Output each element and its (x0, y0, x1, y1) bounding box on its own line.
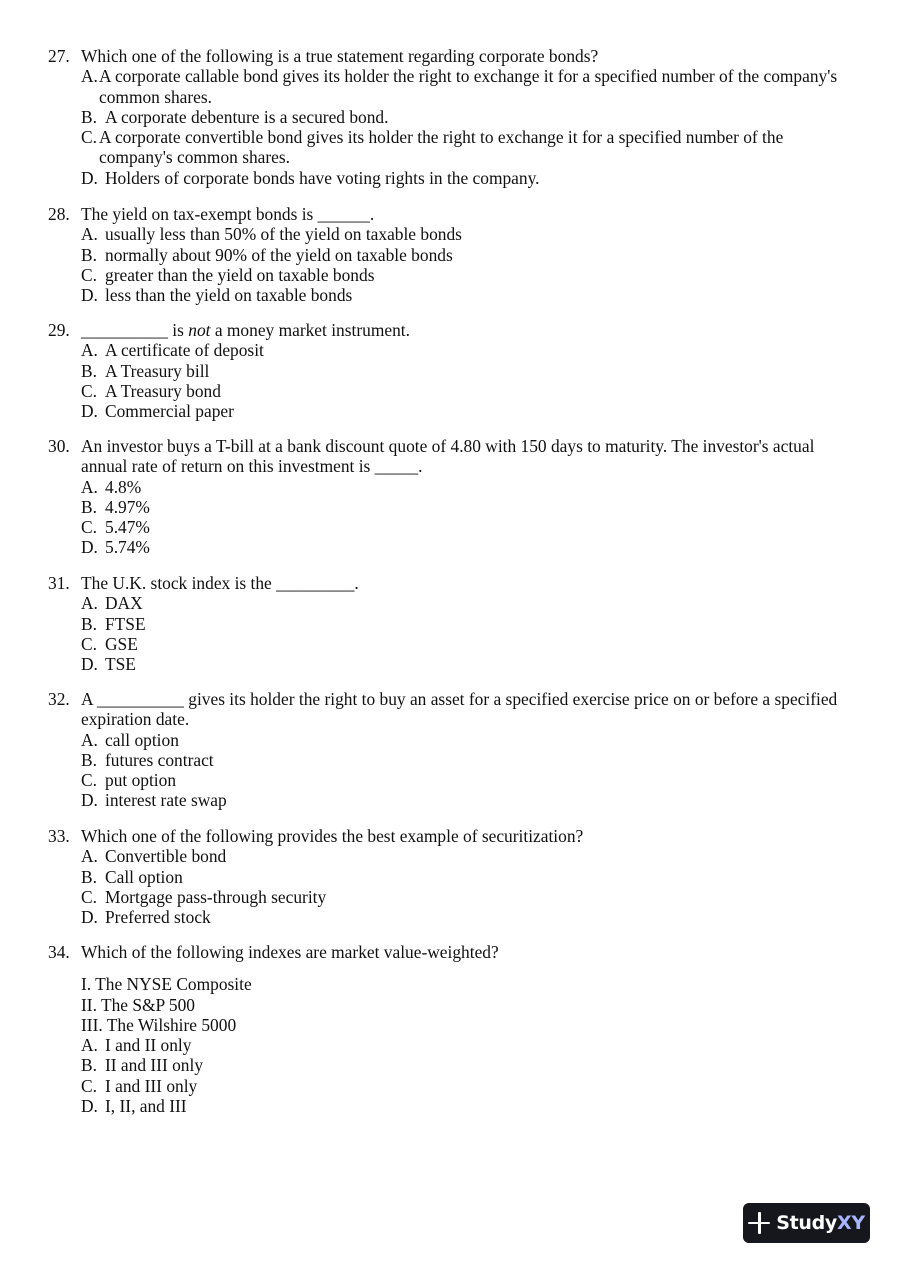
option-text: DAX (105, 593, 143, 614)
statement: I. The NYSE Composite (81, 974, 252, 995)
option-text: futures contract (105, 749, 214, 770)
option-letter: C. (81, 380, 97, 401)
option-text: less than the yield on taxable bonds (105, 285, 353, 306)
option-a (81, 730, 858, 750)
option-text: Preferred stock (105, 907, 211, 928)
question-number: 31. (48, 573, 70, 593)
option-b (81, 107, 858, 127)
option-text: A corporate debenture is a secured bond. (105, 106, 389, 127)
option-a (81, 340, 858, 360)
option-a (81, 66, 858, 107)
question-number: 29. (48, 320, 70, 340)
option-text: I and II only (105, 1035, 192, 1056)
statement-list (81, 974, 858, 1035)
option-letter: B. (81, 360, 97, 381)
question-text-start: __________ is (81, 320, 189, 340)
option-letter: B. (81, 1055, 97, 1076)
option-b (81, 750, 858, 770)
option-d (81, 401, 858, 421)
option-text: TSE (105, 654, 136, 675)
option-b (81, 361, 858, 381)
option-letter: C. (81, 1075, 97, 1096)
option-text: Holders of corporate bonds have voting rights in the company. (105, 167, 540, 188)
option-text: usually less than 50% of the yield on taxable bonds (105, 224, 462, 245)
option-text: FTSE (105, 613, 146, 634)
question-30 (48, 436, 858, 558)
option-letter: B. (81, 749, 97, 770)
option-letter: C. (81, 264, 97, 285)
option-text: normally about 90% of the yield on taxable bonds (105, 244, 453, 265)
option-letter: A. (81, 66, 98, 87)
question-number: 33. (48, 826, 70, 846)
question-33 (48, 826, 858, 927)
option-d (81, 1096, 858, 1116)
option-letter: B. (81, 244, 97, 265)
option-c (81, 265, 858, 285)
studyxy-logo[interactable] (743, 1203, 870, 1243)
statement: III. The Wilshire 5000 (81, 1014, 237, 1035)
question-29 (48, 320, 858, 421)
option-letter: A. (81, 846, 98, 867)
option-c (81, 381, 858, 401)
question-number: 28. (48, 204, 70, 224)
option-text: Convertible bond (105, 846, 227, 867)
option-text: II and III only (105, 1055, 204, 1076)
option-text: A Treasury bill (105, 360, 210, 381)
option-letter: B. (81, 866, 97, 887)
option-text: 5.74% (105, 537, 150, 558)
option-a (81, 477, 858, 497)
option-letter: D. (81, 537, 98, 558)
question-number: 34. (48, 942, 70, 962)
statement: II. The S&P 500 (81, 994, 196, 1015)
option-letter: B. (81, 496, 97, 517)
option-c (81, 634, 858, 654)
question-text: A __________ gives its holder the right to buy an asset for a specified exercise price on or before a specified expiration date. (81, 689, 838, 730)
question-text: Which one of the following provides the best example of securitization? (81, 826, 584, 846)
option-c (81, 517, 858, 537)
option-d (81, 790, 858, 810)
option-text: I and III only (105, 1075, 198, 1096)
option-c (81, 887, 858, 907)
option-letter: A. (81, 593, 98, 614)
option-letter: A. (81, 729, 98, 750)
option-b (81, 867, 858, 887)
option-letter: C. (81, 127, 97, 148)
logo-word-accent: XY (836, 1211, 865, 1234)
question-28 (48, 204, 858, 305)
option-letter: A. (81, 224, 98, 245)
option-text: call option (105, 729, 179, 750)
option-text: A corporate convertible bond gives its holder the right to exchange it for a specified number of the company's common shares. (99, 127, 784, 168)
option-b (81, 1055, 858, 1075)
option-a (81, 846, 858, 866)
option-d (81, 168, 858, 188)
option-text: I, II, and III (105, 1096, 187, 1117)
option-letter: B. (81, 613, 97, 634)
option-text: A corporate callable bond gives its holder the right to exchange it for a specified number of the company's common shares. (99, 66, 838, 107)
option-d (81, 907, 858, 927)
logo-word-main: Study (776, 1211, 837, 1234)
option-c (81, 770, 858, 790)
option-text: greater than the yield on taxable bonds (105, 264, 375, 285)
option-letter: D. (81, 401, 98, 422)
option-letter: D. (81, 907, 98, 928)
option-letter: D. (81, 654, 98, 675)
option-b (81, 497, 858, 517)
option-c (81, 1076, 858, 1096)
option-text: A Treasury bond (105, 380, 221, 401)
question-32 (48, 689, 858, 811)
question-number: 30. (48, 436, 70, 456)
option-text: 5.47% (105, 517, 150, 538)
option-letter: D. (81, 285, 98, 306)
option-text: GSE (105, 633, 138, 654)
option-letter: A. (81, 476, 98, 497)
option-text: A certificate of deposit (105, 340, 264, 361)
option-letter: D. (81, 790, 98, 811)
question-text (81, 320, 858, 340)
logo-wordmark (776, 1213, 865, 1233)
question-34 (48, 942, 858, 1116)
question-text-end: a money market instrument. (210, 320, 410, 340)
option-text: 4.8% (105, 476, 142, 497)
option-text: Mortgage pass-through security (105, 886, 327, 907)
option-a (81, 1035, 858, 1055)
option-d (81, 537, 858, 557)
option-c (81, 127, 858, 168)
option-letter: A. (81, 340, 98, 361)
question-text-emphasis: not (188, 320, 211, 340)
plus-icon (748, 1212, 770, 1234)
option-b (81, 614, 858, 634)
option-letter: C. (81, 770, 97, 791)
option-letter: C. (81, 633, 97, 654)
option-letter: C. (81, 517, 97, 538)
option-letter: D. (81, 1096, 98, 1117)
option-d (81, 285, 858, 305)
question-text: The U.K. stock index is the _________. (81, 573, 359, 593)
question-text: An investor buys a T-bill at a bank discount quote of 4.80 with 150 days to maturity. The investor's actual annual rate of return on this investment is _____. (81, 436, 815, 477)
option-d (81, 654, 858, 674)
question-text: The yield on tax-exempt bonds is ______. (81, 204, 375, 224)
question-text: Which of the following indexes are market value-weighted? (81, 942, 499, 962)
question-text: Which one of the following is a true statement regarding corporate bonds? (81, 46, 599, 66)
question-27 (48, 46, 858, 188)
option-letter: D. (81, 167, 98, 188)
option-a (81, 224, 858, 244)
option-letter: C. (81, 886, 97, 907)
question-31 (48, 573, 858, 674)
option-text: 4.97% (105, 496, 150, 517)
option-letter: A. (81, 1035, 98, 1056)
option-letter: B. (81, 106, 97, 127)
question-number: 27. (48, 46, 70, 66)
question-number: 32. (48, 689, 70, 709)
option-text: put option (105, 770, 177, 791)
option-b (81, 245, 858, 265)
option-text: Call option (105, 866, 183, 887)
option-text: Commercial paper (105, 401, 234, 422)
option-a (81, 593, 858, 613)
option-text: interest rate swap (105, 790, 227, 811)
